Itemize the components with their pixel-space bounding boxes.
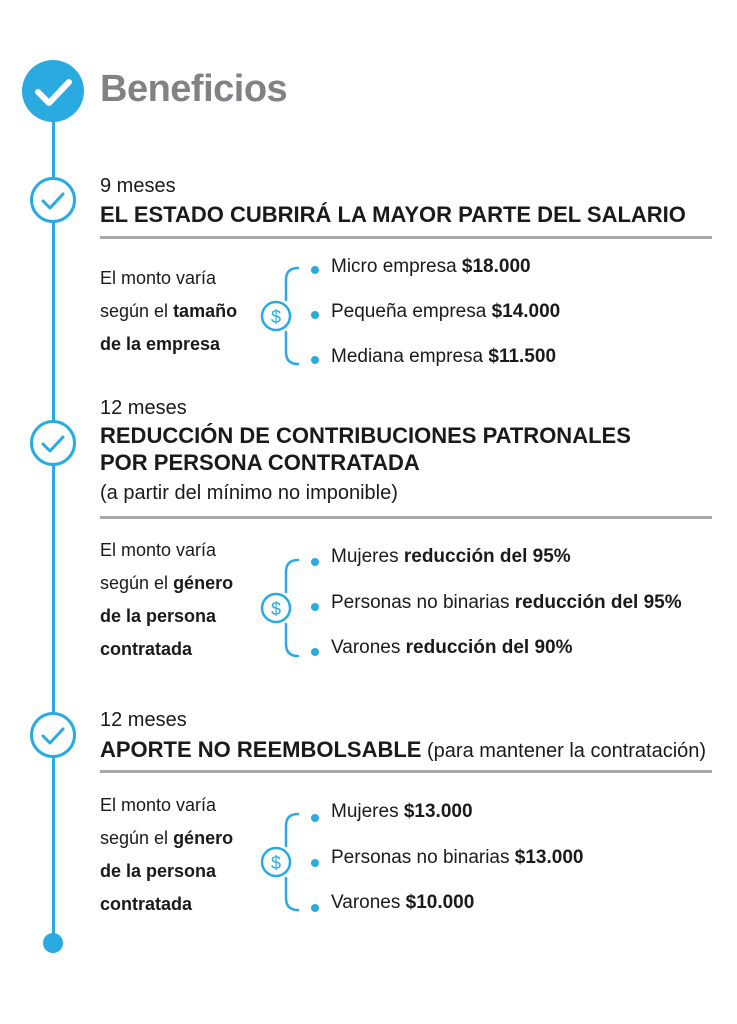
section-1-brace-dollar-icon bbox=[258, 264, 308, 368]
main-check-icon bbox=[22, 60, 84, 122]
section-3-heading: APORTE NO REEMBOLSABLE (para mantener la contratación) bbox=[100, 737, 707, 762]
section-1-divider bbox=[100, 236, 712, 239]
section-3-period: 12 meses bbox=[100, 709, 187, 731]
svg-text:$: $ bbox=[270, 853, 282, 873]
section-3-check-icon bbox=[30, 712, 76, 758]
section-3-divider bbox=[100, 770, 712, 773]
section-1-item-3: Mediana empresa $11.500 bbox=[331, 346, 557, 367]
section-1-item-2: Pequeña empresa $14.000 bbox=[331, 301, 561, 322]
bullet-icon bbox=[311, 266, 319, 274]
section-1-check-icon bbox=[30, 177, 76, 223]
section-3-item-1: Mujeres $13.000 bbox=[331, 801, 473, 822]
section-2-description: El monto varía según el género de la persona contratada bbox=[100, 540, 234, 659]
section-2-period: 12 meses bbox=[100, 397, 187, 419]
section-2-item-2: Personas no binarias reducción del 95% bbox=[331, 592, 682, 613]
section-1-item-1: Micro empresa $18.000 bbox=[331, 256, 531, 277]
bullet-icon bbox=[311, 648, 319, 656]
timeline-end-dot bbox=[43, 933, 63, 953]
bullet-icon bbox=[311, 603, 319, 611]
section-3-item-2: Personas no binarias $13.000 bbox=[331, 847, 584, 868]
bullet-icon bbox=[311, 814, 319, 822]
section-2-divider bbox=[100, 516, 712, 519]
page-title: Beneficios bbox=[100, 68, 288, 110]
svg-text:$: $ bbox=[270, 307, 282, 327]
section-2-brace-dollar-icon bbox=[258, 556, 308, 660]
section-1-heading: EL ESTADO CUBRIRÁ LA MAYOR PARTE DEL SALARIO bbox=[100, 202, 686, 227]
section-1-period: 9 meses bbox=[100, 175, 176, 197]
bullet-icon bbox=[311, 356, 319, 364]
section-2-subheading: (a partir del mínimo no imponible) bbox=[100, 482, 398, 504]
section-2-heading-line-1: REDUCCIÓN DE CONTRIBUCIONES PATRONALES bbox=[100, 423, 631, 448]
section-2-item-1: Mujeres reducción del 95% bbox=[331, 546, 571, 567]
bullet-icon bbox=[311, 859, 319, 867]
svg-text:$: $ bbox=[270, 599, 282, 619]
section-2-heading-line-2: POR PERSONA CONTRATADA bbox=[100, 450, 420, 475]
section-2-check-icon bbox=[30, 420, 76, 466]
section-2-item-3: Varones reducción del 90% bbox=[331, 637, 573, 658]
section-1-description: El monto varía según el tamaño de la empresa bbox=[100, 268, 238, 354]
bullet-icon bbox=[311, 558, 319, 566]
section-3-description: El monto varía según el género de la persona contratada bbox=[100, 795, 234, 914]
bullet-icon bbox=[311, 311, 319, 319]
bullet-icon bbox=[311, 904, 319, 912]
section-3-brace-dollar-icon bbox=[258, 810, 308, 914]
section-3-item-3: Varones $10.000 bbox=[331, 892, 475, 913]
